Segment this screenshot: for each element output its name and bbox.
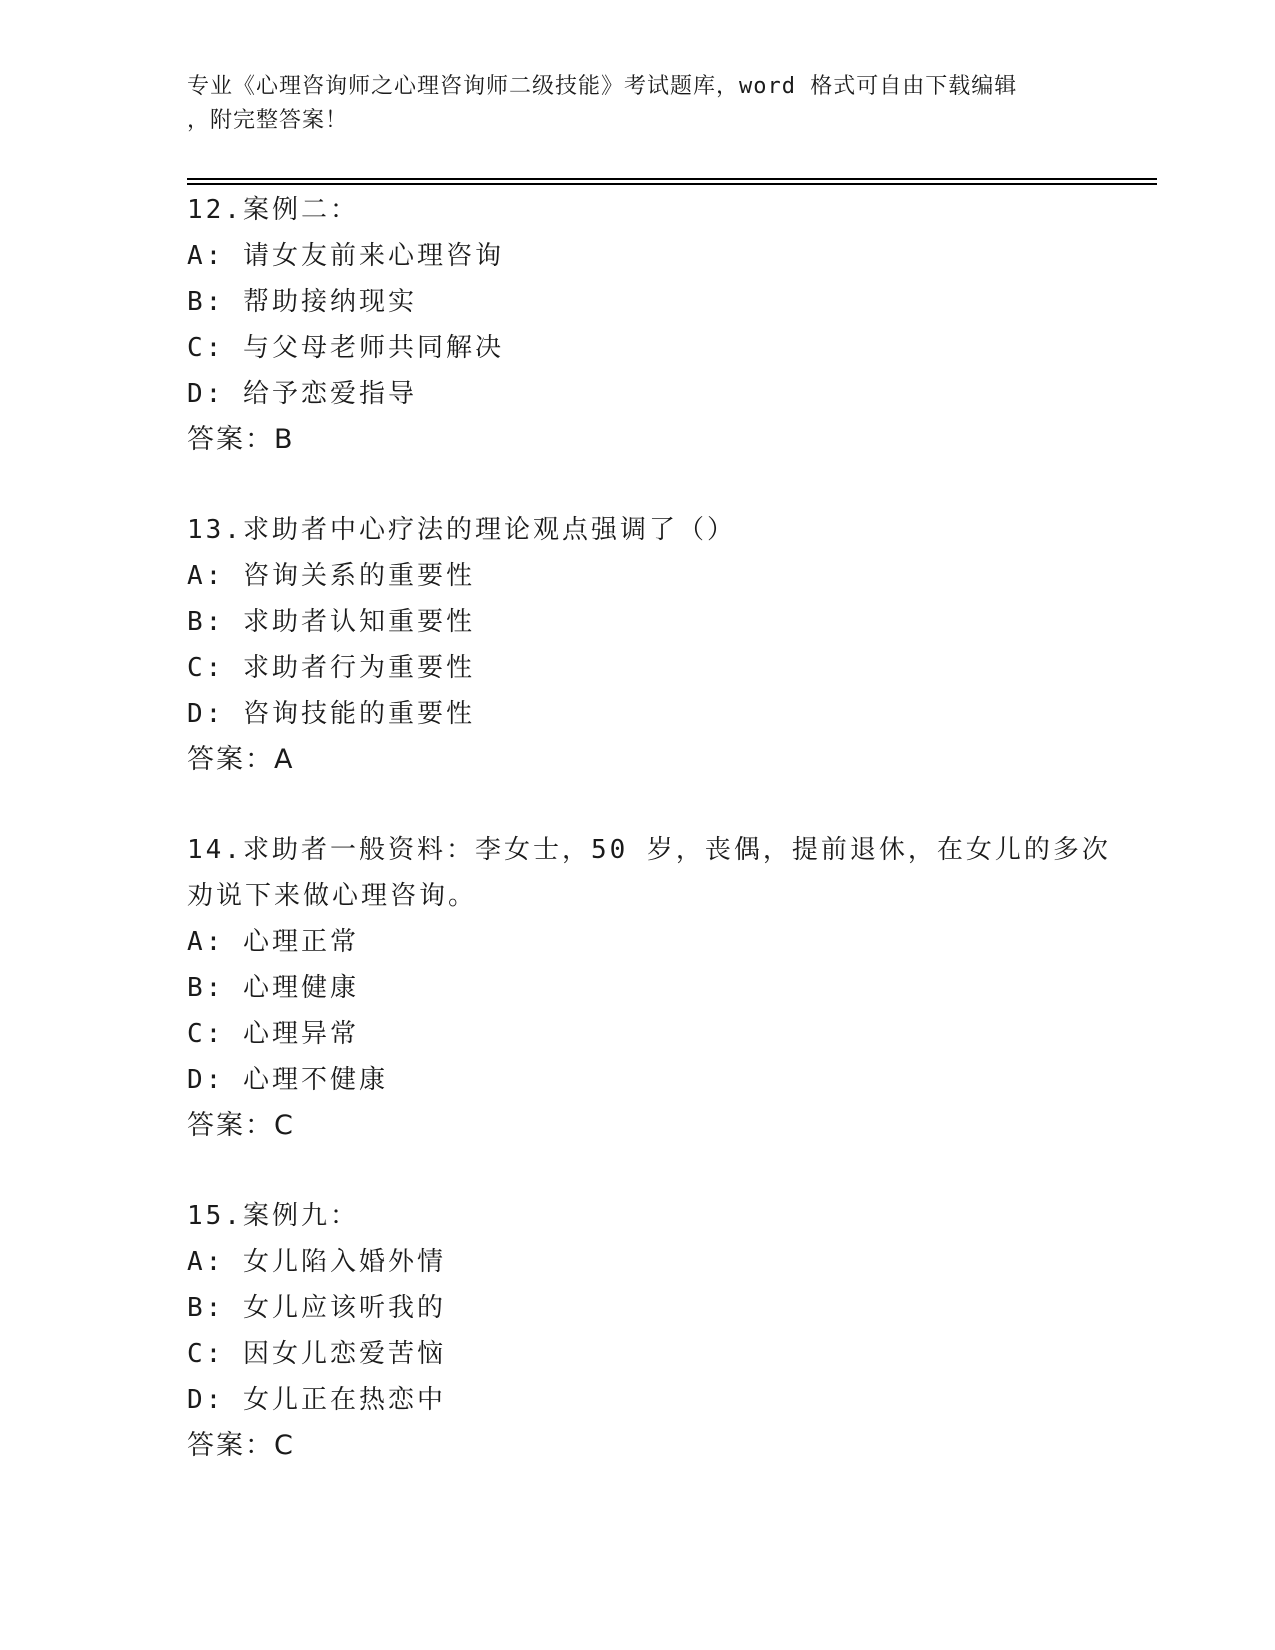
option-d: D: 心理不健康 [187, 1065, 388, 1095]
option-b: B: 心理健康 [187, 973, 359, 1003]
answer-line: 答案：B [187, 424, 295, 455]
option-b: B: 帮助接纳现实 [187, 287, 417, 317]
question-block [187, 507, 1137, 783]
option-d: D: 女儿正在热恋中 [187, 1385, 446, 1415]
question-block [187, 827, 1137, 1149]
question-stem: 15.案例九： [187, 1201, 359, 1231]
option-b: B: 求助者认知重要性 [187, 607, 475, 637]
question-block [187, 1193, 1137, 1469]
question-stem-continued: 劝说下来做心理咨询。 [187, 881, 478, 911]
option-c: C: 求助者行为重要性 [187, 653, 475, 683]
question-stem: 14.求助者一般资料：李女士，50 岁，丧偶，提前退休，在女儿的多次 [187, 835, 1111, 865]
option-a: A: 咨询关系的重要性 [187, 561, 475, 591]
option-c: C: 心理异常 [187, 1019, 359, 1049]
question-stem: 13.求助者中心疗法的理论观点强调了（） [187, 515, 736, 545]
option-a: A: 心理正常 [187, 927, 359, 957]
answer-line: 答案：A [187, 744, 295, 775]
option-b: B: 女儿应该听我的 [187, 1293, 446, 1323]
document-header [187, 70, 1087, 138]
option-a: A: 女儿陷入婚外情 [187, 1247, 446, 1277]
option-d: D: 咨询技能的重要性 [187, 699, 475, 729]
answer-line: 答案：C [187, 1110, 295, 1141]
header-divider-bottom [187, 183, 1157, 185]
question-block [187, 187, 1137, 463]
question-stem: 12.案例二： [187, 195, 359, 225]
header-line-2: ，附完整答案！ [187, 108, 349, 133]
header-divider-top [187, 178, 1157, 180]
option-a: A: 请女友前来心理咨询 [187, 241, 504, 271]
option-c: C: 与父母老师共同解决 [187, 333, 504, 363]
option-c: C: 因女儿恋爱苦恼 [187, 1339, 446, 1369]
option-d: D: 给予恋爱指导 [187, 379, 417, 409]
answer-line: 答案：C [187, 1430, 295, 1461]
header-line-1: 专业《心理咨询师之心理咨询师二级技能》考试题库，word 格式可自由下载编辑 [187, 74, 1018, 99]
question-list [187, 187, 1137, 1469]
